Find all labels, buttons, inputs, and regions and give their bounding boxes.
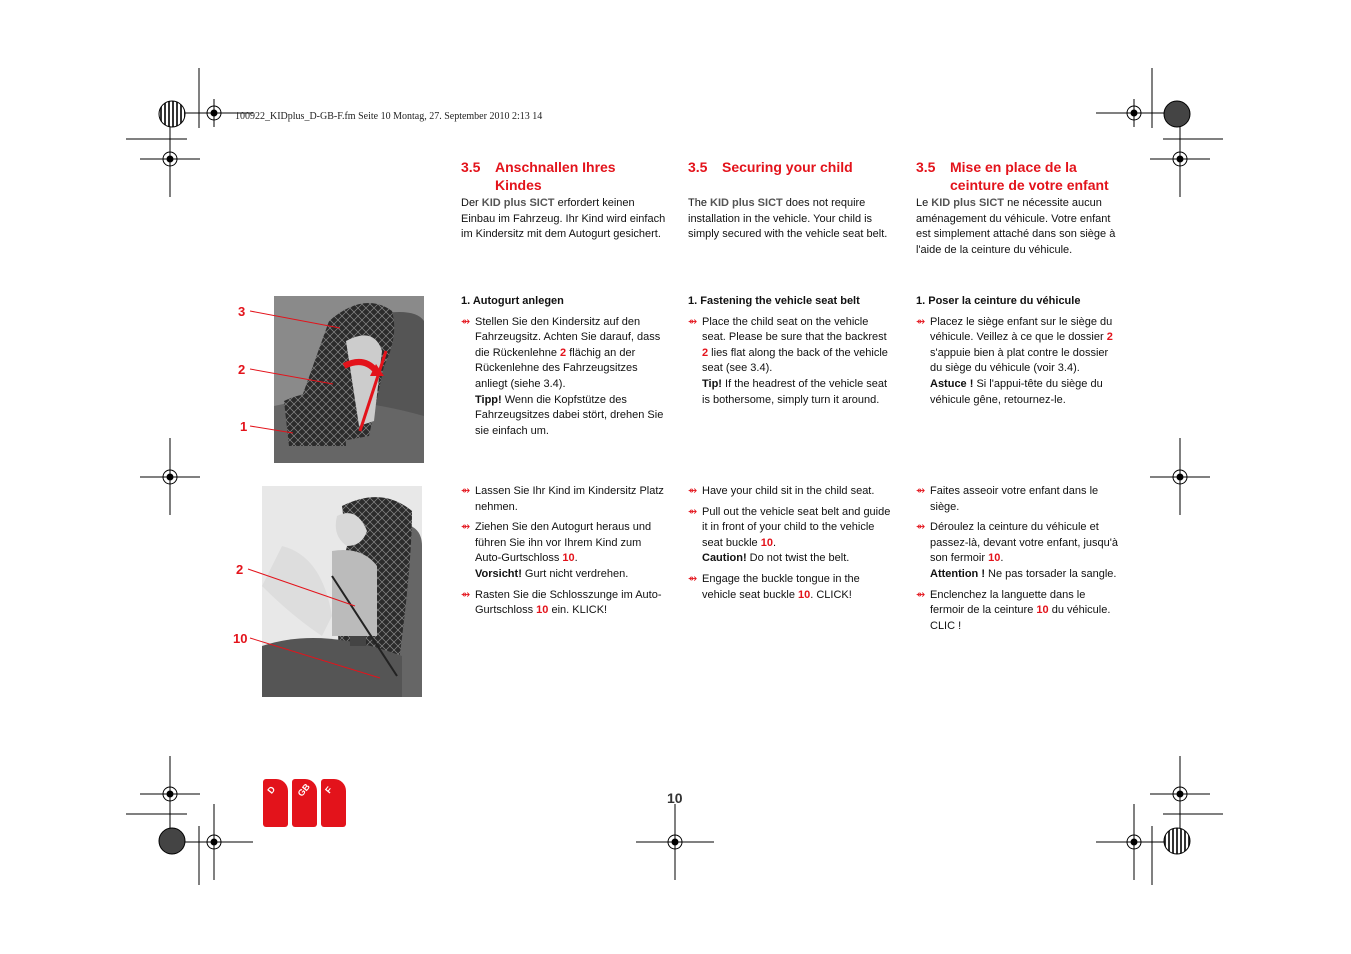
arrow-icon: ⇴ bbox=[688, 572, 698, 585]
step-de-4: ⇴ Rasten Sie die Schlosszunge im Auto-Gurtschloss 10 ein. KLICK! bbox=[461, 588, 662, 617]
arrow-icon: ⇴ bbox=[688, 485, 698, 497]
subheading-gb: 1. Fastening the vehicle seat belt bbox=[688, 295, 860, 307]
step-fr-3: ⇴ Déroulez la ceinture du véhicule et passez-là, devant votre enfant, jusqu'à son fermoir 10. Attention ! Ne pas torsader la sangle. bbox=[916, 521, 1118, 580]
language-tab-de: D bbox=[263, 779, 288, 827]
column-german bbox=[461, 158, 666, 243]
section-heading-gb: 3.5 Securing your child bbox=[688, 159, 853, 175]
arrow-icon: ⇴ bbox=[916, 588, 926, 601]
step-fr-1: ⇴ Placez le siège enfant sur le siège du véhicule. Veillez à ce que le dossier 2 s'appuie bien à plat contre le dossier du siège du véhicule (voir 3.4). Astuce ! Si l'appui-tête du siège du véhicule gêne, retournez-le. bbox=[916, 315, 1113, 406]
step-gb-3: ⇴ Pull out the vehicle seat belt and guide it in front of your child to the vehicle seat buckle 10. Caution! Do not twist the belt. bbox=[688, 505, 891, 565]
figure1-label-seat: 1 bbox=[240, 419, 248, 434]
section-heading-de: 3.5 Anschnallen Ihres Kindes bbox=[461, 159, 616, 193]
arrow-icon: ⇴ bbox=[688, 505, 698, 518]
steps-french-2 bbox=[916, 484, 1121, 639]
step-gb-2: ⇴ Have your child sit in the child seat. bbox=[688, 484, 893, 500]
step-de-1: ⇴ Stellen Sie den Kindersitz auf den Fahrzeugsitz. Achten Sie darauf, dass die Rückenlehne 2 flächig an der Rückenlehne des Fahrzeugsitzes anliegt (siehe 3.4). Tipp! Wenn die Kopfstütze des Fahrzeugsitzes dabei stört, drehen Sie sie einfach um. bbox=[461, 315, 664, 437]
figure2-label-backrest: 2 bbox=[236, 562, 244, 577]
step-de-3: ⇴ Ziehen Sie den Autogurt heraus und führen Sie ihn vor Ihrem Kind zum Auto-Gurtschloss 10. Vorsicht! Gurt nicht verdrehen. bbox=[461, 521, 652, 580]
intro-fr: Le KID plus SICT ne nécessite aucun aménagement du véhicule. Votre enfant est simplement attaché dans son siège à l'aide de la ceinture du véhicule. bbox=[916, 197, 1116, 256]
column-french bbox=[916, 158, 1121, 258]
step-gb-1: ⇴ Place the child seat on the vehicle seat. Please be sure that the backrest 2 lies flat along the back of the vehicle seat (see 3.4). Tip! If the headrest of the vehicle seat is bothersome, simply turn it around. bbox=[688, 315, 888, 406]
arrow-icon: ⇴ bbox=[916, 315, 926, 328]
arrow-icon: ⇴ bbox=[461, 588, 471, 601]
figure2-label-buckle: 10 bbox=[233, 631, 248, 646]
arrow-icon: ⇴ bbox=[461, 485, 471, 497]
page-number: 10 bbox=[667, 790, 683, 806]
section-heading-fr: 3.5 Mise en place de la ceinture de votre enfant bbox=[916, 159, 1109, 193]
steps-french-1 bbox=[916, 294, 1121, 413]
figure1-label-backrest-2: 2 bbox=[238, 362, 246, 377]
language-tab-gb: GB bbox=[292, 779, 317, 827]
steps-german-1 bbox=[461, 294, 666, 444]
column-english bbox=[688, 158, 893, 243]
file-header: 100922_KIDplus_D-GB-F.fm Seite 10 Montag, 27. September 2010 2:13 14 bbox=[235, 111, 543, 122]
steps-german-2 bbox=[461, 484, 666, 624]
steps-english-1 bbox=[688, 294, 893, 413]
arrow-icon: ⇴ bbox=[461, 315, 471, 328]
step-fr-2: ⇴ Faites asseoir votre enfant dans le siège. bbox=[916, 485, 1099, 513]
intro-gb: The KID plus SICT does not require installation in the vehicle. Your child is simply secured with the vehicle seat belt. bbox=[688, 197, 888, 241]
step-fr-4: ⇴ Enclenchez la languette dans le fermoir de la ceinture 10 du véhicule. CLIC ! bbox=[916, 588, 1111, 632]
arrow-icon: ⇴ bbox=[688, 315, 698, 328]
subheading-fr: 1. Poser la ceinture du véhicule bbox=[916, 295, 1081, 307]
language-tab-fr: F bbox=[321, 779, 346, 827]
arrow-icon: ⇴ bbox=[461, 521, 471, 534]
steps-english-2 bbox=[688, 484, 893, 608]
subheading-de: 1. Autogurt anlegen bbox=[461, 295, 564, 307]
step-gb-4: ⇴ Engage the buckle tongue in the vehicle seat buckle 10. CLICK! bbox=[688, 572, 860, 601]
figure1-label-backrest: 3 bbox=[238, 304, 246, 319]
step-de-2: ⇴ Lassen Sie Ihr Kind im Kindersitz Platz nehmen. bbox=[461, 485, 664, 513]
arrow-icon: ⇴ bbox=[916, 485, 926, 497]
intro-de: Der KID plus SICT erfordert keinen Einbau im Fahrzeug. Ihr Kind wird einfach im Kindersitz mit dem Autogurt gesichert. bbox=[461, 197, 666, 241]
arrow-icon: ⇴ bbox=[916, 521, 926, 534]
